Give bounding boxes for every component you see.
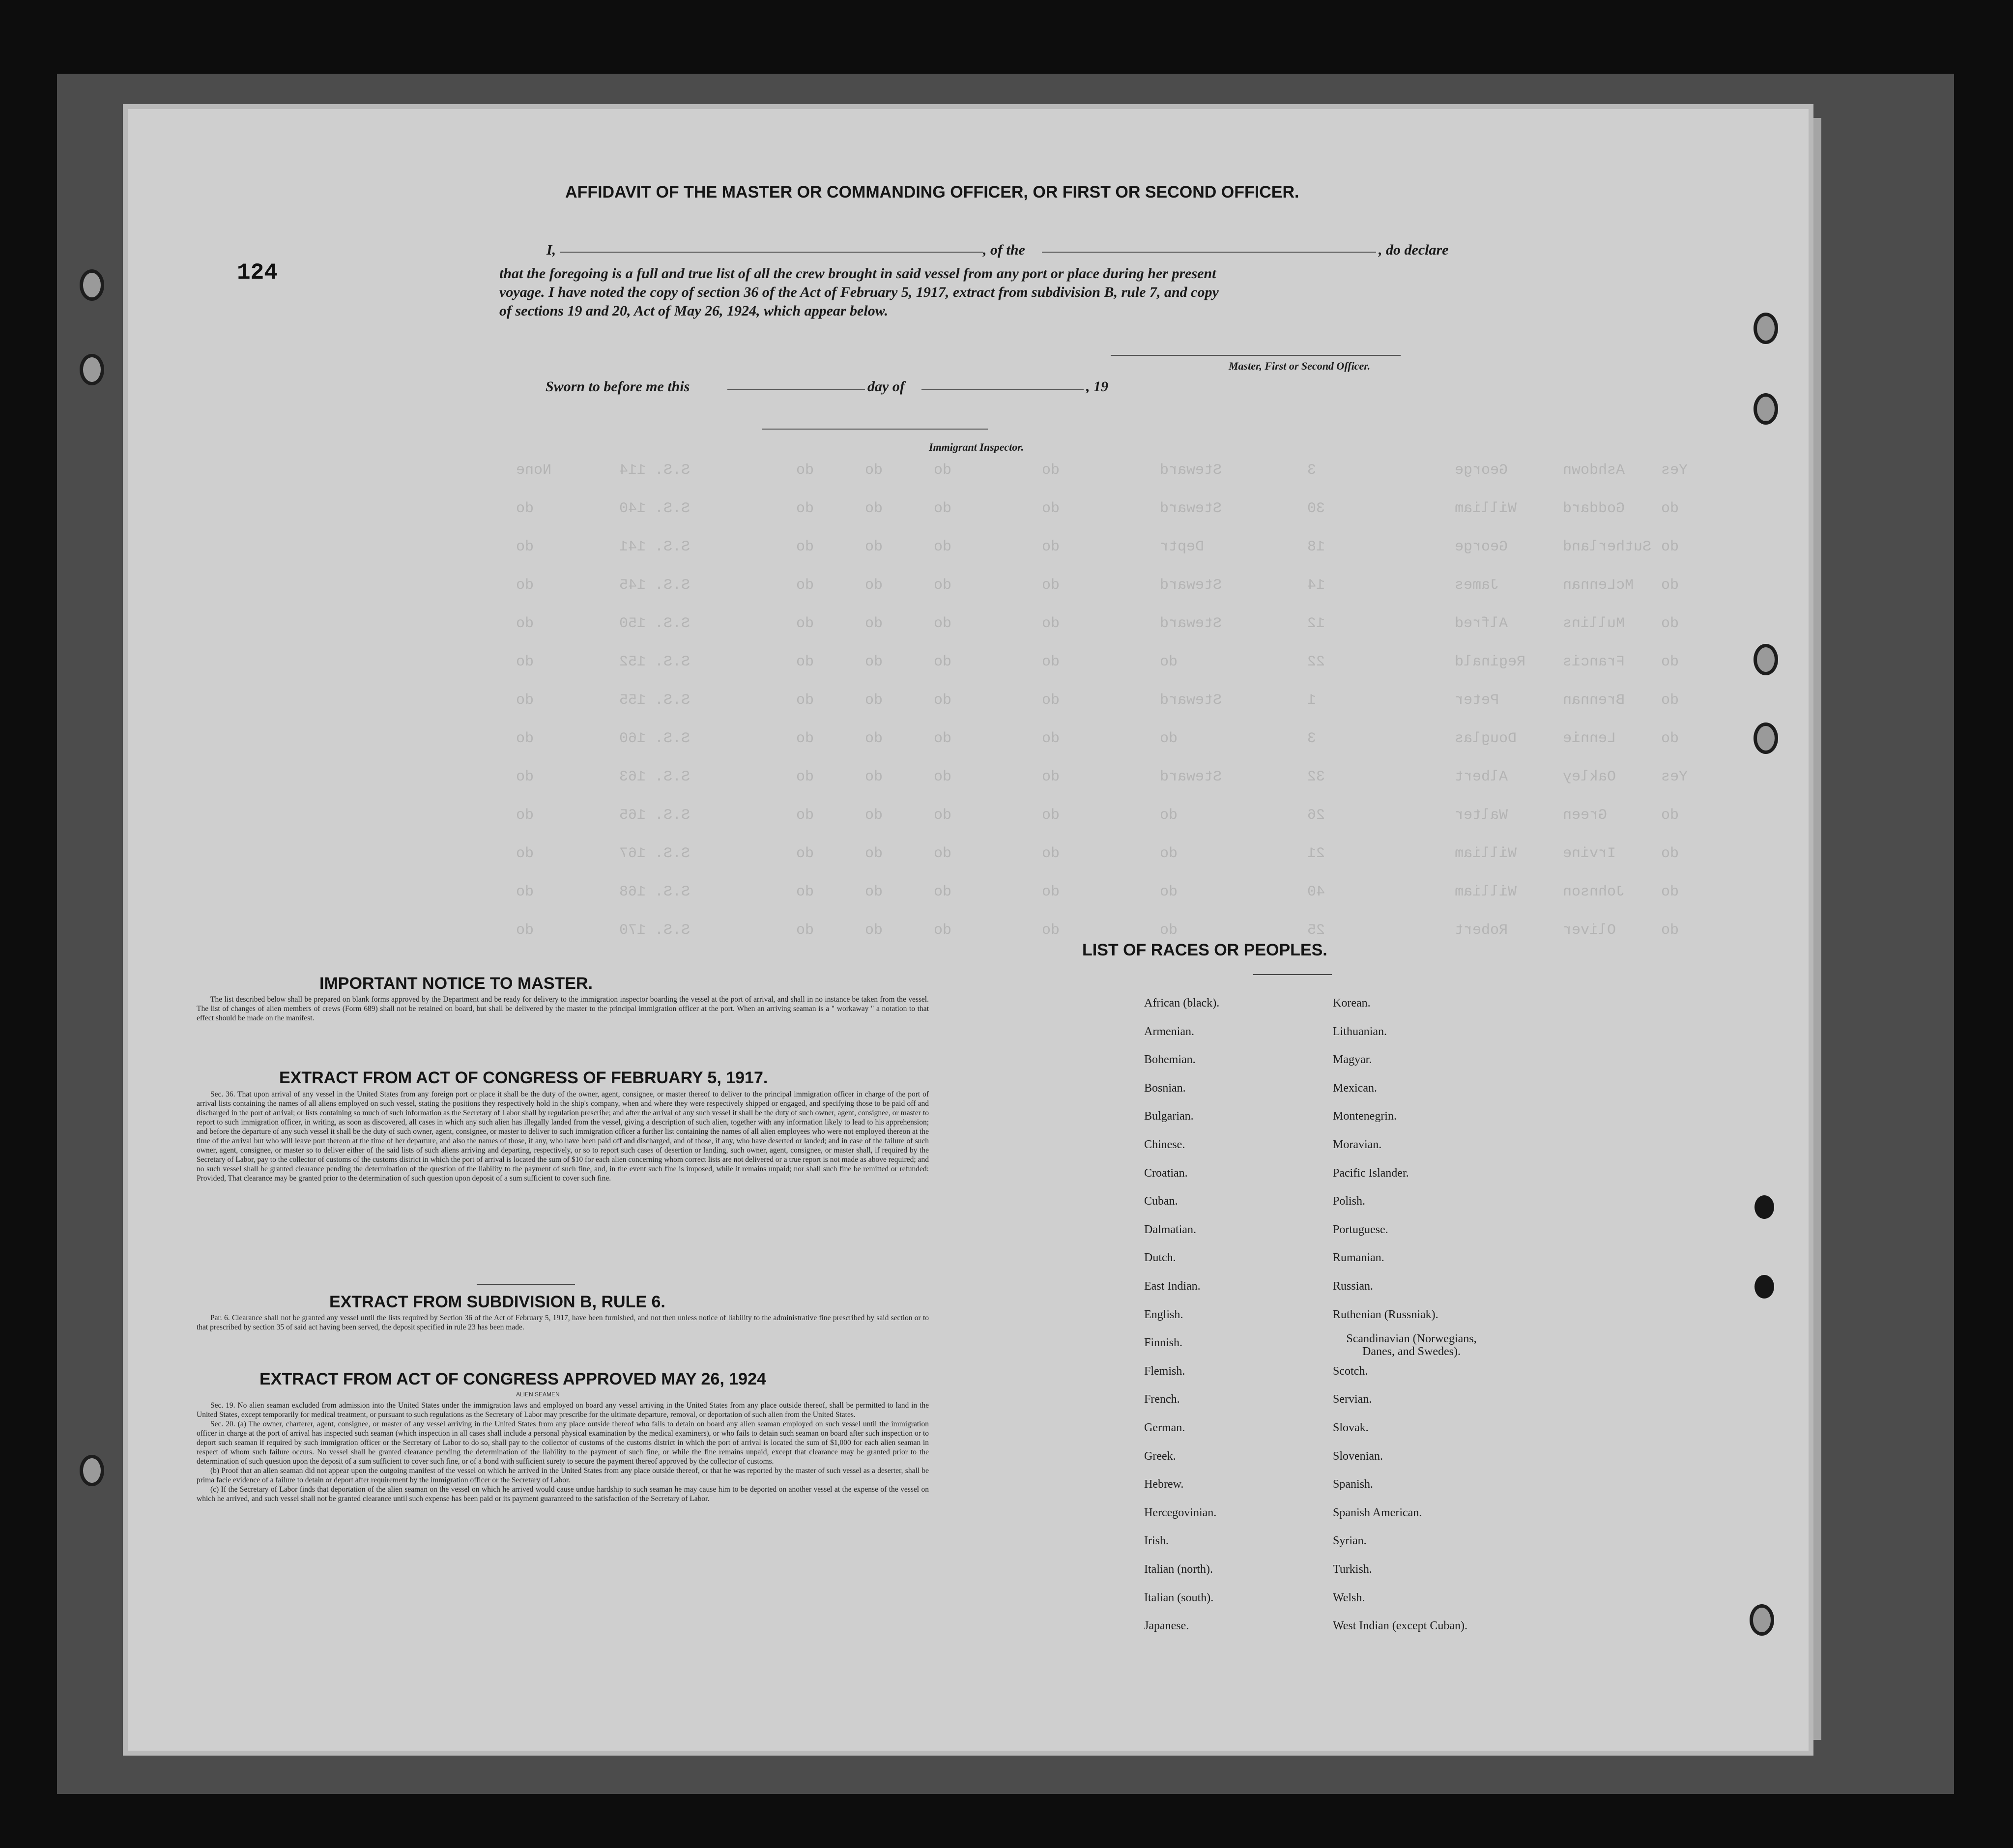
bleed-through-text: do [865,462,883,479]
race-item: Hebrew. [1144,1478,1184,1491]
bleed-through-text: do [865,692,883,709]
race-item: Chinese. [1144,1138,1185,1151]
master-signature-label: Master, First or Second Officer. [1229,360,1371,372]
bleed-through-text: S.S. 170 [619,922,690,939]
inspector-label: Immigrant Inspector. [929,441,1024,453]
bleed-through-text: do [934,462,952,479]
bleed-through-text: do [1042,769,1060,785]
bleed-through-text: None [516,462,552,479]
rule6-text: Par. 6. Clearance shall not be granted any vessel until the lists required by Section 36 of the Act of February 5, 1917, have been furnished, and not then unless notice of liability to the administrative fine prescribed by said section or to that prescribed by section 35 of said act having been served, the deposit specified in rule 23 has been made. [197,1314,929,1331]
race-item: Finnish. [1144,1336,1183,1350]
sheet-edge [1809,118,1821,1740]
bleed-through-text: Brennan [1563,692,1625,709]
binder-hole [80,354,104,385]
extract-1924-text: Sec. 19. No alien seaman excluded from admission into the United States under the immigration laws and employed on board any vessel arriving in the United States from any place outside thereof, shall be permitted to land in the United States, except temporarily for medical treatment, or pursuant to such regulations as the Secretary of Labor may prescribe for the ultimate departure, removal, or deportation of such alien from the United States. Sec. 20. (a) The owner, charterer, agent, consignee, or master of any vessel arriving in the United States from any place outside thereof who fails to detain on board any alien seaman employed on such vessel until the immigration officer in charge at the port of arrival has inspected such seaman (which inspection in all cases shall include a personal physical examination by the medical examiners), or who fails to detain such seaman on board after such inspection or to deport such seaman if required by such immigration officer or the Secretary of Labor to do so, shall pay to the collector of customs of the customs district in which the port of arrival is located the sum of $1,000 for each alien seaman in respect of whom such failure occurs. No vessel shall be granted clearance pending the determination of the liability to the payment of such fine, or while the fine remains unpaid, except that clearance may be granted prior to the determination of such question upon the deposit of a sum sufficient to cover such fine, or of a bond with sufficient surety to secure the payment thereof approved by the collector of customs. (b) Proof that an alien seaman did not appear upon the outgoing manifest of the vessel on which he arrived in the United States from any place outside thereof, or that he was reported by the master of such vessel as a deserter, shall be prima facie evidence of a failure to detain or deport after requirement by the immigration officer or the Secretary of Labor. (c) If the Secretary of Labor finds that deportation of the alien seaman on the vessel on which he arrived would cause undue hardship to such seaman he may cause him to be deported on another vessel at the expense of the vessel on which he arrived, and such vessel shall not be granted clearance until such expense has been paid or its payment guaranteed to the satisfaction of the Secretary of Labor. [197,1401,929,1503]
bleed-through-text: Steward [1160,692,1222,709]
bleed-through-text: Steward [1160,769,1222,785]
bleed-through-text: William [1455,884,1517,900]
affidavit-para-1: that the foregoing is a full and true list of all the crew brought in said vessel from any port or place during her present [499,265,1216,282]
bleed-through-text: do [796,807,814,824]
bleed-through-text: S.S. 141 [619,539,690,555]
race-item: Welsh. [1333,1591,1365,1604]
bleed-through-text: do [934,730,952,747]
race-item: Cuban. [1144,1195,1178,1208]
bleed-through-text: do [934,577,952,594]
bleed-through-text: 22 [1307,654,1325,670]
race-item: German. [1144,1421,1185,1434]
bleed-through-text: do [516,730,534,747]
bleed-through-text: do [934,539,952,555]
bleed-through-text: do [516,884,534,900]
binder-hole [1754,1275,1774,1299]
binder-hole [80,1455,104,1486]
bleed-through-text: do [516,654,534,670]
bleed-through-text: do [865,845,883,862]
race-item: Syrian. [1333,1534,1367,1548]
bleed-through-text: do [796,615,814,632]
bleed-through-text: do [796,692,814,709]
bleed-through-text: George [1455,539,1508,555]
bleed-through-text: 1 [1307,692,1317,709]
bleed-through-text: do [516,692,534,709]
bleed-through-text: do [1042,539,1060,555]
bleed-through-text: do [865,539,883,555]
bleed-through-text: 3 [1307,730,1317,747]
bleed-through-text: S.S. 155 [619,692,690,709]
binder-hole [80,269,104,301]
bleed-through-text: do [865,654,883,670]
bleed-through-text: do [516,500,534,517]
vessel-of-label: , of the [983,242,1025,258]
bleed-through-text: do [934,807,952,824]
bleed-through-text: S.S. 165 [619,807,690,824]
bleed-through-text: do [1661,884,1679,900]
bleed-through-text: Goddard [1563,500,1625,517]
bleed-through-text: S.S. 167 [619,845,690,862]
bleed-through-text: do [1042,692,1060,709]
bleed-through-text: Yes [1661,462,1688,479]
bleed-through-text: Alfred [1455,615,1508,632]
race-item: Slovenian. [1333,1449,1383,1463]
bleed-through-text: do [1661,845,1679,862]
affidavit-para-3: of sections 19 and 20, Act of May 26, 1924, which appear below. [499,303,889,319]
bleed-through-text: Irvine [1563,845,1616,862]
race-item: Scotch. [1333,1364,1368,1378]
bleed-through-text: do [1042,884,1060,900]
bleed-through-text: do [796,845,814,862]
bleed-through-text: S.S. 145 [619,577,690,594]
bleed-through-text: do [1042,845,1060,862]
bleed-through-text: Reginald [1455,654,1526,670]
binder-hole [1754,722,1778,754]
race-item: Irish. [1144,1534,1169,1548]
races-divider [1253,974,1332,975]
bleed-through-text: do [865,615,883,632]
bleed-through-text: do [1661,539,1679,555]
affidavit-title: AFFIDAVIT OF THE MASTER OR COMMANDING OFFICER, OR FIRST OR SECOND OFFICER. [565,183,1299,202]
bleed-through-text: do [934,615,952,632]
stamp-number: 124 [237,260,278,286]
bleed-through-text: do [1042,807,1060,824]
race-item: Spanish American. [1333,1506,1422,1519]
bleed-through-text: do [516,922,534,939]
affidavit-para-2: voyage. I have noted the copy of section 36 of the Act of February 5, 1917, extract from subdivision B, rule 7, and copy [499,284,1219,300]
race-item: Korean. [1333,997,1371,1010]
bleed-through-text: Douglas [1455,730,1517,747]
bleed-through-text: do [516,615,534,632]
bleed-through-text: do [1042,922,1060,939]
day-of-label: day of [867,378,905,395]
race-item: Mexican. [1333,1081,1377,1095]
bleed-through-text: S.S. 152 [619,654,690,670]
sworn-day-line[interactable] [727,389,865,390]
bleed-through-text: S.S. 168 [619,884,690,900]
bleed-through-text: 12 [1307,615,1325,632]
binder-hole [1750,1604,1774,1636]
bleed-through-text: do [934,769,952,785]
bleed-through-text: 32 [1307,769,1325,785]
race-item: Servian. [1333,1393,1372,1406]
race-item: Flemish. [1144,1364,1185,1378]
bleed-through-text: do [934,500,952,517]
bleed-through-text: do [1661,692,1679,709]
bleed-through-text: Lennie [1563,730,1616,747]
race-item: Dutch. [1144,1251,1176,1265]
race-item: Moravian. [1333,1138,1382,1151]
bleed-through-text: do [1160,884,1178,900]
bleed-through-text: do [796,462,814,479]
race-item: Greek. [1144,1449,1176,1463]
master-signature-line[interactable] [1111,355,1401,356]
bleed-through-text: do [1042,462,1060,479]
bleed-through-text: do [1042,730,1060,747]
bleed-through-text: Sutherland [1563,539,1652,555]
bleed-through-text: do [865,922,883,939]
bleed-through-text: William [1455,500,1517,517]
bleed-through-text: Johnson [1563,884,1625,900]
bleed-through-text: do [934,922,952,939]
race-item: Scandinavian (Norwegians, Danes, and Swedes). [1346,1332,1477,1358]
extract-1917-text: Sec. 36. That upon arrival of any vessel in the United States from any foreign port or place it shall be the duty of the owner, agent, consignee, or master thereof to deliver to the principal immigration officer in charge of the port of arrival lists containing the names of all aliens employed on such vessel, stating the positions they respectively hold in the ship's company, when and where they were respectively shipped or engaged, and specifying those to be paid off and discharged in the port of arrival; or lists containing so much of such information as the Secretary of Labor shall by regulation prescribe; and after the arrival of any such vessel it shall be the duty of such owner, agent, consignee, or master to report to such immigration officer, in writing, as soon as discovered, all cases in which any such alien has illegally landed from the vessel, giving a description of such alien, together with any information likely to lead to his apprehension; and before the departure of any such vessel it shall be the duty of such owner, agent, consignee, or master to deliver to such immigration officer a further list containing the names of all alien employees who were not employed thereon at the time of the arrival but who will leave port thereon at the time of her departure, and also the names of those, if any, who have been paid off and discharged, and of those, if any, who have deserted or landed; and in case of the failure of such owner, agent, consignee, or master so to deliver either of the said lists of such aliens arriving and departing, respectively, or so to report such cases of desertion or landing, such owner, agent, consignee, or master shall, if required by the Secretary of Labor, pay to the collector of customs of the customs district in which the port of arrival is located the sum of $10 for each alien concerning whom correct lists are not delivered or a true report is not made as above required; and no such vessel shall be granted clearance pending the determination of the question of the liability to the payment of such fine, and, in the event such fine is imposed, while it remains unpaid; nor shall such fine be remitted or refunded: Provided, That clearance may be granted prior to the determination of such question upon deposit of a sum sufficient to cover such fine. [197,1090,929,1183]
sworn-month-line[interactable] [921,389,1084,390]
bleed-through-text: do [1042,615,1060,632]
bleed-through-text: George [1455,462,1508,479]
bleed-through-text: Steward [1160,615,1222,632]
race-item: Magyar. [1333,1053,1372,1067]
bleed-through-text: Deptr [1160,539,1205,555]
bleed-through-text: S.S. 160 [619,730,690,747]
bleed-through-text: do [865,500,883,517]
bleed-through-text: do [796,654,814,670]
bleed-through-text: 30 [1307,500,1325,517]
declarant-label: I, [546,242,556,258]
race-item: Polish. [1333,1195,1366,1208]
vessel-name-line[interactable] [1042,252,1376,253]
binder-hole [1754,313,1778,344]
bleed-through-text: Steward [1160,462,1222,479]
bleed-through-text: do [1661,654,1679,670]
bleed-through-text: do [796,500,814,517]
bleed-through-text: 3 [1307,462,1317,479]
bleed-through-text: do [516,769,534,785]
bleed-through-text: Steward [1160,500,1222,517]
bleed-through-text: Oliver [1563,922,1616,939]
bleed-through-text: do [1042,500,1060,517]
race-item: Ruthenian (Russniak). [1333,1308,1438,1321]
race-item: Turkish. [1333,1563,1372,1576]
bleed-through-text: Green [1563,807,1608,824]
bleed-through-text: do [934,884,952,900]
bleed-through-text: Yes [1661,769,1688,785]
bleed-through-text: S.S. 114 [619,462,690,479]
bleed-through-text: do [796,577,814,594]
bleed-through-text: 40 [1307,884,1325,900]
race-item: African (black). [1144,997,1220,1010]
divider [477,1284,575,1285]
bleed-through-text: do [1661,577,1679,594]
bleed-through-text: do [516,539,534,555]
race-item: Slovak. [1333,1421,1369,1434]
race-item: Bohemian. [1144,1053,1196,1067]
race-item: West Indian (except Cuban). [1333,1619,1467,1633]
bleed-through-text: James [1455,577,1499,594]
race-item: Italian (north). [1144,1563,1213,1576]
bleed-through-text: do [934,654,952,670]
bleed-through-text: S.S. 150 [619,615,690,632]
bleed-through-text: do [1160,807,1178,824]
bleed-through-text: Steward [1160,577,1222,594]
race-item: East Indian. [1144,1280,1201,1293]
bleed-through-text: 14 [1307,577,1325,594]
race-item: Rumanian. [1333,1251,1384,1265]
race-item: Dalmatian. [1144,1223,1196,1236]
binder-hole [1754,644,1778,675]
race-item: English. [1144,1308,1183,1321]
race-item: Armenian. [1144,1025,1194,1038]
bleed-through-text: Peter [1455,692,1499,709]
bleed-through-text: do [796,539,814,555]
race-item: Pacific Islander. [1333,1166,1409,1180]
bleed-through-text: do [1661,730,1679,747]
races-title: LIST OF RACES OR PEOPLES. [1082,941,1327,959]
bleed-through-text: 25 [1307,922,1325,939]
race-item: Hercegovinian. [1144,1506,1217,1519]
bleed-through-text: do [1042,577,1060,594]
race-item: Bulgarian. [1144,1110,1194,1123]
bleed-through-text: do [1661,500,1679,517]
bleed-through-text: do [1661,922,1679,939]
bleed-through-text: S.S. 163 [619,769,690,785]
bleed-through-text: do [1042,654,1060,670]
bleed-through-text: do [1160,730,1178,747]
bleed-through-text: do [1661,807,1679,824]
notice-title: IMPORTANT NOTICE TO MASTER. [319,974,593,993]
extract-1924-title: EXTRACT FROM ACT OF CONGRESS APPROVED MAY 26, 1924 [259,1370,766,1388]
race-item: Lithuanian. [1333,1025,1387,1038]
bleed-through-text: do [1160,845,1178,862]
notice-text: The list described below shall be prepared on blank forms approved by the Department and be ready for delivery to the immigration inspector boarding the vessel at the port of arrival, and shall in no instance be taken from the vessel. The list of changes of alien members of crews (Form 689) shall not be retained on board, but shall be delivered by the master to the principal immigration officer at the port. When an arriving seaman is a " workaway " a notation to that effect should be made on the manifest. [197,995,929,1022]
bleed-through-text: do [865,884,883,900]
bleed-through-text: 18 [1307,539,1325,555]
bleed-through-text: Francis [1563,654,1625,670]
bleed-through-text: 21 [1307,845,1325,862]
bleed-through-text: Ashdown [1563,462,1625,479]
race-item: French. [1144,1393,1180,1406]
bleed-through-text: do [516,845,534,862]
race-item: Spanish. [1333,1478,1374,1491]
bleed-through-text: do [516,807,534,824]
race-item: Japanese. [1144,1619,1189,1633]
binder-hole [1754,1195,1774,1219]
bleed-through-text: Mullins [1563,615,1625,632]
bleed-through-text: do [865,807,883,824]
bleed-through-text: Robert [1455,922,1508,939]
rule6-title: EXTRACT FROM SUBDIVISION B, RULE 6. [329,1293,665,1311]
race-item: Russian. [1333,1280,1374,1293]
bleed-through-text: do [516,577,534,594]
bleed-through-text: do [934,692,952,709]
declare-label: , do declare [1379,242,1449,258]
bleed-through-text: do [796,730,814,747]
binder-hole [1754,393,1778,425]
bleed-through-text: McLennan [1563,577,1634,594]
bleed-through-text: Walter [1455,807,1508,824]
bleed-through-text: S.S. 140 [619,500,690,517]
alien-seamen-subtitle: ALIEN SEAMEN [516,1391,560,1398]
bleed-through-text: Oakley [1563,769,1616,785]
bleed-through-text: do [796,884,814,900]
inspector-signature-line[interactable] [762,429,988,430]
year-label: , 19 [1086,378,1108,395]
race-item: Montenegrin. [1333,1110,1397,1123]
race-item: Portuguese. [1333,1223,1388,1236]
race-item: Croatian. [1144,1166,1188,1180]
bleed-through-text: do [865,577,883,594]
bleed-through-text: do [1160,922,1178,939]
bleed-through-text: do [796,922,814,939]
bleed-through-text: do [1661,615,1679,632]
race-item: Bosnian. [1144,1081,1186,1095]
manifest-sheet [128,109,1809,1751]
bleed-through-text: do [1160,654,1178,670]
bleed-through-text: 26 [1307,807,1325,824]
race-item: Italian (south). [1144,1591,1214,1604]
bleed-through-text: do [934,845,952,862]
bleed-through-text: do [796,769,814,785]
extract-1917-title: EXTRACT FROM ACT OF CONGRESS OF FEBRUARY 5, 1917. [279,1068,768,1087]
bleed-through-text: do [865,730,883,747]
bleed-through-text: Albert [1455,769,1508,785]
sworn-label: Sworn to before me this [546,378,690,395]
bleed-through-text: do [865,769,883,785]
declarant-name-line[interactable] [560,252,983,253]
bleed-through-text: William [1455,845,1517,862]
